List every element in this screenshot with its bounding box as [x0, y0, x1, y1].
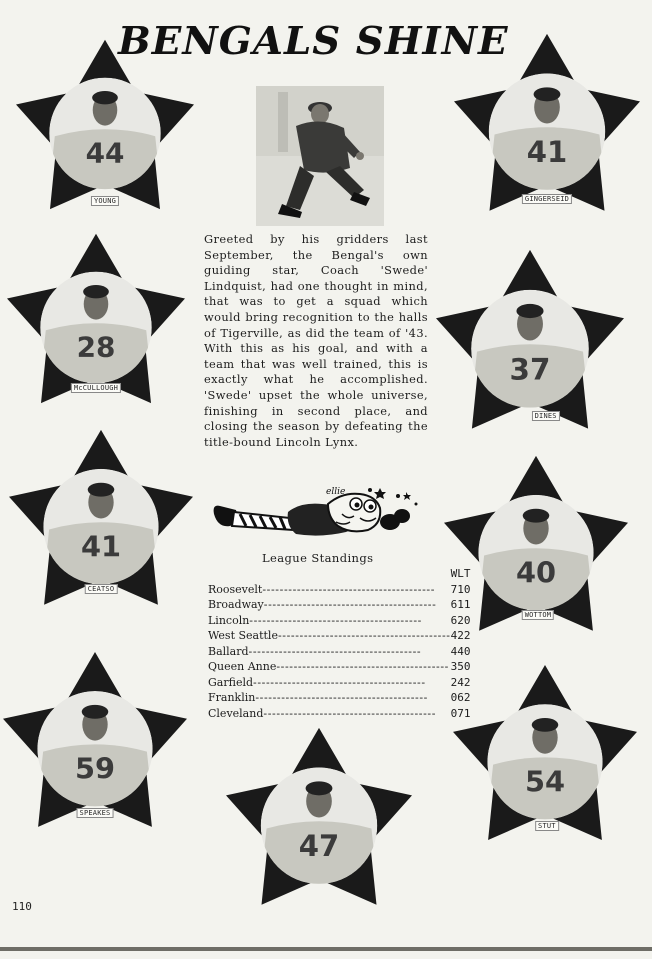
leader-dots: ----------------------------------------: [248, 644, 422, 658]
team-name: Ballard: [208, 644, 249, 658]
wins-cell: 7: [450, 582, 458, 596]
jersey-number: 37: [509, 352, 551, 387]
player-photo: [43, 469, 158, 584]
losses-cell: 6: [457, 691, 464, 704]
team-name: Roosevelt: [208, 582, 263, 596]
leader-dots: ----------------------------------------: [263, 598, 437, 611]
story-paragraph: Greeted by his gridders last September, the Bengal's own guiding star, Coach 'Swede' Lindquist, had one thought in mind, that was to get a squad which would bring recognition to the halls of Tigerville, as did the team of '43. With this as his goal, and with a team that was well trained, this is exactly what he accomplished. 'Swede' upset the whole universe, finishing in second place, and closing the season by defeating the title-bound Lincoln Lynx.: [204, 232, 428, 449]
losses-cell: 2: [457, 613, 464, 627]
losses-cell: 1: [457, 598, 464, 611]
losses-cell: 4: [457, 644, 464, 658]
team-name-cell: [208, 675, 451, 691]
standings-title: League Standings: [262, 551, 374, 565]
table-row: [208, 706, 471, 722]
table-row: [208, 675, 471, 691]
team-name: Garfield: [208, 675, 254, 689]
team-name-cell: [208, 597, 451, 613]
team-name-cell: [208, 706, 451, 722]
ties-cell: 0: [463, 644, 471, 658]
player-nameplate: YOUNG: [91, 196, 119, 206]
losses-column-header: L: [457, 567, 464, 580]
losses-cell: 4: [457, 675, 464, 689]
team-name-cell: [208, 659, 451, 675]
player-photo: [40, 272, 152, 384]
player-photo: [261, 767, 378, 884]
player-photo: [487, 704, 602, 819]
leader-dots: ----------------------------------------: [253, 675, 426, 689]
player-medallion-47: [222, 726, 416, 914]
team-column-header: [208, 566, 451, 582]
wins-cell: 3: [450, 660, 458, 673]
leader-dots: ----------------------------------------: [263, 706, 437, 720]
player-medallion-dines: [432, 248, 628, 438]
losses-cell: 1: [457, 582, 464, 596]
team-name-cell: [208, 582, 451, 598]
tiger-lying-illustration: [210, 482, 432, 548]
table-row: [208, 644, 471, 660]
team-name-cell: [208, 628, 451, 644]
player-photo: [37, 691, 152, 806]
jersey-number: 40: [515, 555, 557, 590]
wins-cell: 4: [450, 629, 458, 642]
table-row: [208, 690, 471, 706]
team-name-cell: [208, 613, 451, 629]
leader-dots: ----------------------------------------: [277, 629, 451, 642]
jersey-number: 54: [524, 764, 566, 799]
team-name: West Seattle: [208, 629, 278, 642]
player-photo: [49, 78, 161, 190]
player-medallion-speakes: [2, 648, 188, 838]
jersey-number: 44: [85, 136, 125, 170]
jersey-number: 41: [80, 529, 122, 564]
ties-cell: 2: [463, 629, 471, 642]
team-name-cell: [208, 644, 451, 660]
ties-cell: 0: [463, 613, 471, 627]
page-number: 110: [12, 900, 32, 913]
coach-photo: [256, 86, 384, 226]
wins-column-header: W: [450, 567, 458, 580]
player-photo: [471, 290, 589, 408]
team-name: Cleveland: [208, 706, 264, 720]
jersey-number: 41: [526, 134, 568, 169]
team-name: Queen Anne: [208, 660, 277, 673]
player-medallion-stut: [452, 660, 638, 852]
ties-cell: 1: [463, 598, 471, 611]
wins-cell: 4: [450, 644, 458, 658]
jersey-number: 59: [74, 751, 116, 786]
standings-header-row: [208, 566, 471, 582]
player-nameplate: McCULLOUGH: [71, 383, 121, 393]
svg-text:ellie: ellie: [326, 487, 346, 497]
wins-cell: 6: [450, 613, 458, 627]
player-nameplate: WOTTOM: [522, 610, 555, 620]
table-row: [208, 628, 471, 644]
table-row: [208, 659, 471, 675]
wins-cell: 6: [450, 598, 458, 611]
leader-dots: ----------------------------------------: [262, 582, 436, 596]
leader-dots: ----------------------------------------: [255, 691, 428, 704]
player-medallion-young: [10, 38, 200, 218]
tiger-cartoon: [210, 482, 432, 548]
star-medallion-graphic: [432, 248, 628, 438]
ties-column-header: T: [463, 567, 471, 580]
standings-table: [208, 566, 471, 721]
ties-cell: 2: [463, 691, 471, 704]
ties-cell: 0: [463, 582, 471, 596]
star-medallion-graphic: [10, 38, 200, 218]
jersey-number: 47: [298, 828, 340, 863]
player-nameplate: SPEAKES: [77, 808, 114, 818]
ties-cell: 2: [463, 675, 471, 689]
losses-cell: 5: [457, 660, 464, 673]
star-medallion-graphic: [452, 32, 642, 220]
coach-crouching-figure: [256, 86, 384, 226]
leader-dots: ----------------------------------------: [276, 660, 449, 673]
page-title: BENGALS SHINE: [118, 18, 509, 63]
player-photo: [489, 73, 606, 190]
table-row: [208, 597, 471, 613]
player-photo: [478, 495, 593, 610]
losses-cell: 2: [457, 629, 464, 642]
player-medallion-gingerseid: [452, 32, 642, 220]
player-nameplate: CEATSO: [85, 584, 118, 594]
player-nameplate: STUT: [535, 821, 559, 831]
table-row: [208, 582, 471, 598]
star-medallion-graphic: [222, 726, 416, 914]
player-nameplate: DINES: [532, 411, 560, 421]
wins-cell: 0: [450, 706, 458, 720]
player-medallion-mccullough: [2, 232, 190, 412]
player-medallion-ceatso: [6, 428, 196, 614]
team-name: Broadway: [208, 598, 264, 611]
team-name: Lincoln: [208, 613, 250, 627]
ties-cell: 0: [463, 660, 471, 673]
team-name: Franklin: [208, 691, 256, 704]
wins-cell: 2: [450, 675, 458, 689]
ties-cell: 1: [463, 706, 471, 720]
losses-cell: 7: [457, 706, 464, 720]
team-name-cell: [208, 690, 451, 706]
leader-dots: ----------------------------------------: [249, 613, 422, 627]
player-nameplate: GINGERSEID: [522, 194, 572, 204]
jersey-number: 28: [76, 330, 116, 364]
wins-cell: 0: [450, 691, 458, 704]
table-row: [208, 613, 471, 629]
